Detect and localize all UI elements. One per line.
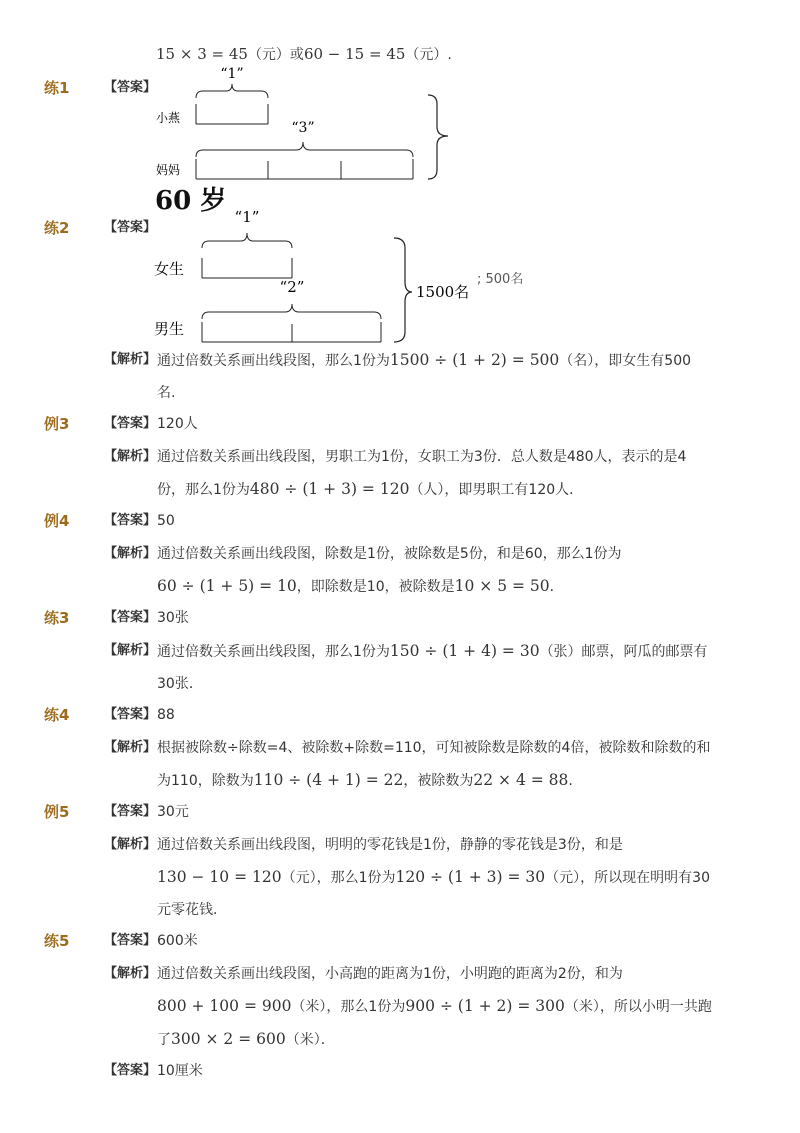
lian5-answer-tag: 【答案】 [104,933,157,948]
lian3-answer: 30张 [157,610,189,626]
lian1-mid-label: “3” [291,120,315,136]
lian1-label: 练1 [44,79,70,97]
li5-explanation: 通过倍数关系画出线段图，明明的零花钱是1份，静静的零花钱是3份，和是 130 − 10 = 120（元），那么1份为120 ÷ (1 + 3) = 30（元），所以现在明明有30 元零花钱． [157,837,710,918]
li4-analysis-tag: 【解析】 [104,546,157,561]
lian3-explanation: 通过倍数关系画出线段图，那么1份为150 ÷ (1 + 4) = 30（张）邮票，阿瓜的邮票有 30张． [157,642,708,692]
lian4-label: 练4 [44,706,70,724]
lian2-answer-tag: 【答案】 [104,220,157,235]
top-equation-b: 60 − 15 = 45 [303,45,406,63]
li5-answer: 30元 [157,804,189,820]
lian5-equation-c: 300 × 2 = 600 [171,1030,286,1048]
lian2-total-label: 1500名 [416,283,470,301]
li4-equation-a: 60 ÷ (1 + 5) = 10 [157,577,297,595]
li5-equation-b: 120 ÷ (1 + 3) = 30 [395,868,546,886]
top-equation-a: 15 × 3 = 45 [156,45,248,63]
lian2-explanation: 通过倍数关系画出线段图，那么1份为1500 ÷ (1 + 2) = 500（名），即女生有500 名. [157,351,692,401]
lian1-answer-tag: 【答案】 [104,80,157,95]
lian2-top-label: “1” [234,208,260,226]
lian1-row2-label: 妈妈 [156,163,181,177]
lian2-segment-diagram [150,206,490,346]
last-answer-tag: 【答案】 [104,1063,157,1078]
lian5-label: 练5 [44,932,70,950]
lian4-answer: 88 [157,707,175,723]
lian1-segment-diagram [150,64,460,182]
lian2-side-note: ; 500名 [477,272,524,287]
lian5-equation-b: 900 ÷ (1 + 2) = 300 [405,997,565,1015]
lian5-equation-a: 800 + 100 = 900 [157,997,292,1015]
lian5-answer: 600米 [157,933,198,949]
lian1-result-age: 60 岁 [155,186,227,216]
lian2-analysis-tag: 【解析】 [104,352,157,367]
top-equation-line [156,44,452,65]
lian4-answer-tag: 【答案】 [104,707,157,722]
li5-analysis-tag: 【解析】 [104,837,157,852]
li3-equation: 480 ÷ (1 + 3) = 120 [249,480,410,498]
li5-answer-tag: 【答案】 [104,804,157,819]
lian4-analysis-tag: 【解析】 [104,740,157,755]
lian4-equation-b: 22 × 4 = 88 [473,771,569,789]
lian2-row1-label: 女生 [154,260,185,278]
lian3-label: 练3 [44,609,70,627]
li4-answer: 50 [157,513,175,529]
li4-answer-tag: 【答案】 [104,513,157,528]
li3-explanation: 通过倍数关系画出线段图，男职工为1份，女职工为3份．总人数是480人，表示的是4 份，那么1份为480 ÷ (1 + 3) = 120（人），即男职工有120人． [157,449,687,498]
li4-equation-b: 10 × 5 = 50 [454,577,550,595]
top-unit-2: （元）. [405,47,452,63]
li3-analysis-tag: 【解析】 [104,449,157,464]
lian2-mid-label: “2” [279,278,305,296]
last-answer: 10厘米 [157,1063,203,1079]
li5-label: 例5 [44,803,70,821]
lian2-equation: 1500 ÷ (1 + 2) = 500 [389,351,560,369]
lian4-explanation: 根据被除数÷除数=4、被除数+除数=110，可知被除数是除数的4倍，被除数和除数的和 为110，除数为110 ÷ (4 + 1) = 22，被除数为22 × 4 = 88. [157,740,711,789]
lian2-row2-label: 男生 [154,320,185,338]
lian1-row1-label: 小燕 [156,111,181,125]
top-unit-1: （元）或 [247,47,304,63]
li3-answer: 120人 [157,416,198,432]
lian3-equation: 150 ÷ (1 + 4) = 30 [389,642,540,660]
lian3-analysis-tag: 【解析】 [104,643,157,658]
lian3-answer-tag: 【答案】 [104,610,157,625]
lian2-label: 练2 [44,219,70,237]
li3-answer-tag: 【答案】 [104,416,157,431]
li4-explanation: 通过倍数关系画出线段图，除数是1份，被除数是5份，和是60，那么1份为 60 ÷ (1 + 5) = 10，即除数是10，被除数是10 × 5 = 50． [157,546,622,595]
lian1-top-label: “1” [220,66,244,82]
li4-label: 例4 [44,512,70,530]
li3-label: 例3 [44,415,70,433]
li5-equation-a: 130 − 10 = 120 [157,868,282,886]
lian5-explanation: 通过倍数关系画出线段图，小高跑的距离为1份，小明跑的距离为2份，和为 800 + 100 = 900（米），那么1份为900 ÷ (1 + 2) = 300（米），所以小明一共跑 了300 × 2 = 600（米）． [157,966,712,1048]
lian5-analysis-tag: 【解析】 [104,966,157,981]
lian4-equation-a: 110 ÷ (4 + 1) = 22 [253,771,404,789]
